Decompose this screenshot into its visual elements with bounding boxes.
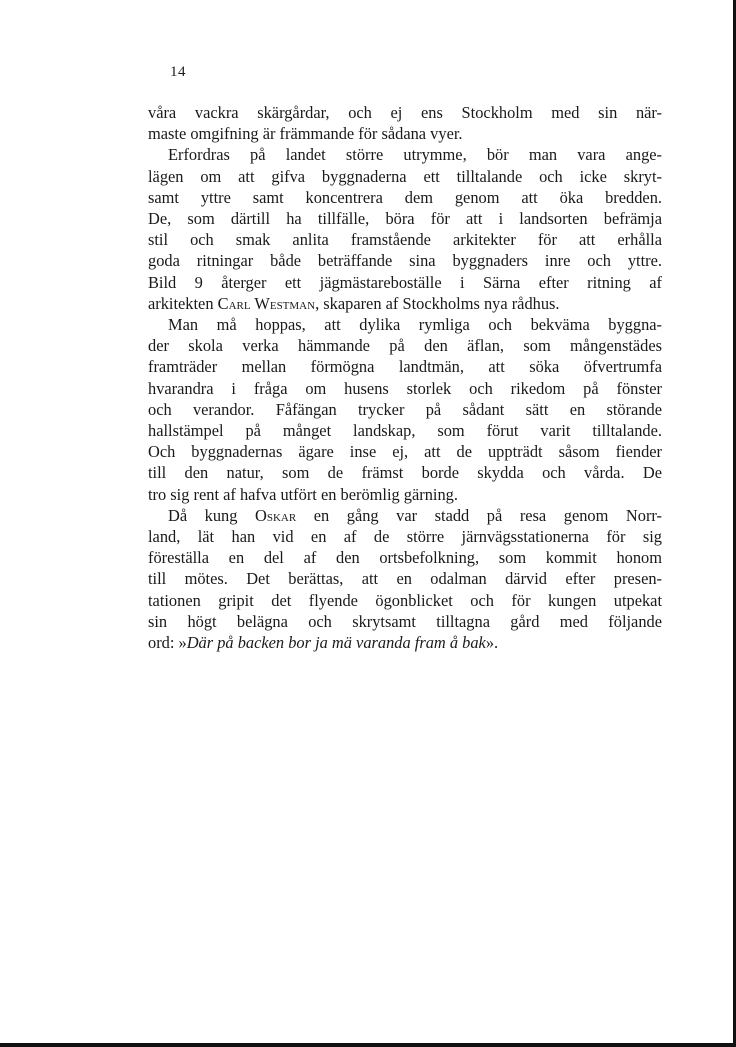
text-fragment: ». (485, 633, 499, 653)
text-line: våra vackra skärgårdar, och ej ens Stockholm med sin när- (148, 103, 662, 122)
text-line: maste omgifning är främmande för sådana vyer. (148, 124, 463, 144)
text-line: land, lät han vid en af de större järnvägsstationerna för sig (148, 527, 662, 547)
text-line: lägen om att gifva byggnaderna ett tilltalande och icke skryt- (148, 166, 662, 186)
page-number: 14 (170, 64, 186, 80)
text-fragment: , skaparen af Stockholms nya rådhus. (315, 293, 560, 313)
text-line: hvarandra i fråga om husens storlek och rikedom på fönster (148, 378, 662, 398)
text-line: Och byggnadernas ägare inse ej, att de uppträdt såsom fiender (148, 442, 662, 462)
quoted-saying: Där på backen bor ja mä varanda fram å bak (186, 633, 486, 653)
text-line: der skola verka hämmande på den äflan, som mångenstädes (148, 336, 662, 356)
text-line: Bild 9 återger ett jägmästareboställe i Särna efter ritning af (148, 272, 662, 292)
text-line: goda ritningar både beträffande sina byggnaders inre och yttre. (148, 251, 662, 271)
text-fragment: en gång var stadd på resa genom Norr- (296, 505, 662, 525)
paragraph-4 (148, 505, 662, 653)
body-text (148, 102, 662, 653)
text-line: Man må hoppas, att dylika rymliga och bekväma byggna- (168, 315, 662, 335)
text-line: Erfordras på landet större utrymme, bör man vara ange- (168, 145, 662, 165)
text-line: tationen gripit det flyende ögonblicket och för kungen utpekat (148, 590, 662, 610)
paragraph-3 (148, 314, 662, 505)
text-line (148, 293, 662, 314)
text-fragment: arkitekten (148, 293, 218, 313)
text-line: framträder mellan förmögna landtmän, att söka öfvertrumfa (148, 357, 662, 377)
text-line: sin högt belägna och skrytsamt tilltagna gård med följande (148, 611, 662, 631)
text-line: och verandor. Fåfängan trycker på sådant sätt en störande (148, 399, 662, 419)
paragraph-2 (148, 144, 662, 314)
text-line: De, som därtill ha tillfälle, böra för att i landsorten befrämja (148, 209, 662, 229)
text-line: tro sig rent af hafva utfört en berömlig gärning. (148, 484, 458, 504)
page-edge-bottom (0, 1043, 736, 1047)
text-line: stil och smak anlita framstående arkitekter för att erhålla (148, 230, 662, 250)
text-line: till den natur, som de främst borde skydda och vårda. De (148, 463, 662, 483)
text-fragment: ord: » (148, 633, 187, 653)
king-name: Oskar (255, 505, 297, 525)
text-fragment: Då kung (168, 505, 255, 525)
text-line: föreställa en del af den ortsbefolkning, som kommit honom (148, 548, 662, 568)
text-line: hallstämpel på månget landskap, som förut varit tilltalande. (148, 421, 662, 441)
architect-name: Carl Westman (217, 293, 316, 313)
paragraph-1 (148, 102, 662, 144)
text-line (148, 632, 662, 653)
text-line: till mötes. Det berättas, att en odalman därvid efter presen- (148, 569, 662, 589)
text-line: samt yttre samt koncentrera dem genom att öka bredden. (148, 187, 662, 207)
text-line (148, 505, 662, 526)
